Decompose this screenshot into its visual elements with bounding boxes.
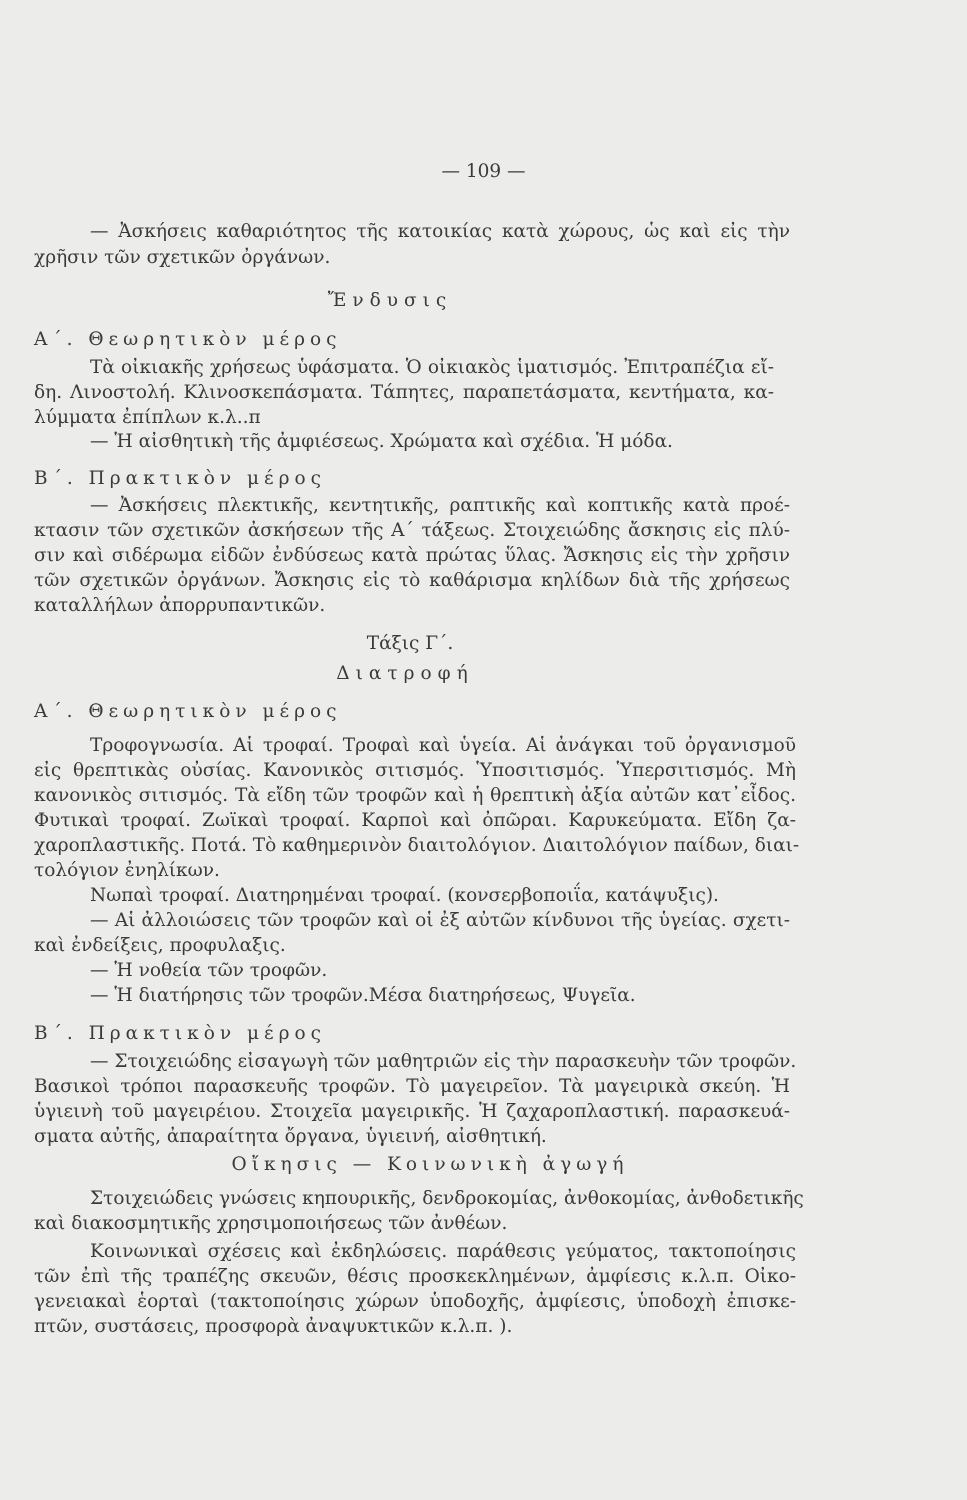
text-line: Στοιχειώδεις γνώσεις κηπουρικῆς, δενδροκομίας, ἀνθοκομίας, ἀνθοδετικῆς <box>90 1188 804 1209</box>
text-line: — Στοιχειώδης εἰσαγωγὴ τῶν μαθητριῶν εἰς τὴν παρασκευὴν τῶν τροφῶν. <box>90 1051 797 1072</box>
text-line: γενειακαὶ ἑορταὶ (τακτοποίησις χώρων ὑποδοχῆς, ἀμφίεσις, ὑποδοχὴ ἐπισκε- <box>34 1291 796 1312</box>
text-line: καὶ ἐνδείξεις, προφυλαξις. <box>34 935 286 956</box>
text-line: — Ἡ διατήρησις τῶν τροφῶν.Μέσα διατηρήσεως, Ψυγεῖα. <box>90 985 636 1006</box>
text-line: Τὰ οἰκιακῆς χρήσεως ὑφάσματα. Ὁ οἰκιακὸς ἱματισμός. Ἐπιτραπέζια εἴ- <box>90 357 774 378</box>
text-line: Κοινωνικαὶ σχέσεις καὶ ἐκδηλώσεις. παράθεσις γεύματος, τακτοποίησις <box>90 1241 796 1262</box>
section-heading-oikisis: Οἴκησις — Κοινωνικὴ ἀγωγή <box>231 1154 629 1175</box>
text-line: καὶ διακοσμητικῆς χρησιμοποιήσεως τῶν ἀνθέων. <box>34 1213 508 1234</box>
text-line: σιν καὶ σιδέρωμα εἰδῶν ἐνδύσεως κατὰ πρώτας ὕλας. Ἄσκησις εἰς τὴν χρῆσιν <box>34 545 790 566</box>
text-line: — Αἱ ἀλλοιώσεις τῶν τροφῶν καὶ οἱ ἐξ αὐτῶν κίνδυνοι τῆς ὑγείας. σχετι- <box>90 910 790 931</box>
page-number: — 109 — <box>441 161 526 182</box>
text-line: — Ἀσκήσεις πλεκτικῆς, κεντητικῆς, ραπτικῆς καὶ κοπτικῆς κατὰ προέ- <box>90 495 790 516</box>
subsection-label: Α΄. Θεωρητικὸν μέρος <box>34 329 342 350</box>
section-heading-diatrofi: Διατροφή <box>336 663 474 684</box>
text-line: χρῆσιν τῶν σχετικῶν ὀργάνων. <box>34 247 331 268</box>
text-line: κανονικὸς σιτισμός. Τὰ εἴδη τῶν τροφῶν καὶ ἡ θρεπτικὴ ἀξία αὐτῶν κατ᾽εἶδος. <box>34 785 796 806</box>
text-line: πτῶν, συστάσεις, προσφορὰ ἀναψυκτικῶν κ.λ.π. ). <box>34 1316 513 1337</box>
subsection-label: Β΄. Πρακτικὸν μέρος <box>34 1023 326 1044</box>
text-line: καταλλήλων ἀπορρυπαντικῶν. <box>34 595 326 616</box>
text-line: ὑγιεινὴ τοῦ μαγειρέιου. Στοιχεῖα μαγειρικῆς. Ἡ ζαχαροπλαστική. παρασκευά- <box>34 1101 790 1122</box>
class-heading: Τάξις Γ΄. <box>366 633 454 654</box>
text-line: τῶν σχετικῶν ὀργάνων. Ἄσκησις εἰς τὸ καθάρισμα κηλίδων διὰ τῆς χρήσεως <box>34 570 790 591</box>
text-line: κτασιν τῶν σχετικῶν ἀσκήσεων τῆς Α΄ τάξεως. Στοιχειώδης ἄσκησις εἰς πλύ- <box>34 520 790 541</box>
text-line: χαροπλαστικῆς. Ποτά. Τὸ καθημερινὸν διαιτολόγιον. Διαιτολόγιον παίδων, διαι- <box>34 835 800 856</box>
text-line: τῶν ἐπὶ τῆς τραπέζης σκευῶν, θέσις προσκεκλημένων, ἀμφίεσις κ.λ.π. Οἰκο- <box>34 1266 796 1287</box>
text-line: σματα αὐτῆς, ἀπαραίτητα ὄργανα, ὑγιεινή, αἰσθητική. <box>34 1126 547 1147</box>
text-line: — Ἀσκήσεις καθαριότητος τῆς κατοικίας κατὰ χώρους, ὡς καὶ εἰς τὴν <box>90 221 790 242</box>
text-line: Τροφογνωσία. Αἱ τροφαί. Τροφαὶ καὶ ὑγεία. Αἱ ἀνάγκαι τοῦ ὀργανισμοῦ <box>90 735 796 756</box>
subsection-label: Β΄. Πρακτικὸν μέρος <box>34 468 326 489</box>
text-line: Βασικοὶ τρόποι παρασκευῆς τροφῶν. Τὸ μαγειρεῖον. Τὰ μαγειρικὰ σκεύη. Ἡ <box>34 1076 790 1097</box>
text-line: λύμματα ἐπίπλων κ.λ..π <box>34 407 261 428</box>
text-line: τολόγιον ἐνηλίκων. <box>34 860 220 881</box>
text-line: — Ἡ αἰσθητικὴ τῆς ἀμφιέσεως. Χρώματα καὶ σχέδια. Ἡ μόδα. <box>90 431 673 452</box>
subsection-label: Α΄. Θεωρητικὸν μέρος <box>34 701 342 722</box>
text-line: δη. Λινοστολή. Κλινοσκεπάσματα. Τάπητες, παραπετάσματα, κεντήματα, κα- <box>34 382 774 403</box>
text-line: Νωπαὶ τροφαί. Διατηρημέναι τροφαί. (κονσερβοποιΐα, κατάψυξις). <box>90 885 719 906</box>
text-line: Φυτικαὶ τροφαί. Ζωϊκαὶ τροφαί. Καρποὶ καὶ ὀπῶραι. Καρυκεύματα. Εἴδη ζα- <box>34 810 796 831</box>
text-line: εἰς θρεπτικὰς οὐσίας. Κανονικὸς σιτισμός. Ὑποσιτισμός. Ὑπερσιτισμός. Μὴ <box>34 760 796 781</box>
text-line: — Ἡ νοθεία τῶν τροφῶν. <box>90 960 328 981</box>
section-heading-endysis: Ἔνδυσις <box>327 290 453 311</box>
